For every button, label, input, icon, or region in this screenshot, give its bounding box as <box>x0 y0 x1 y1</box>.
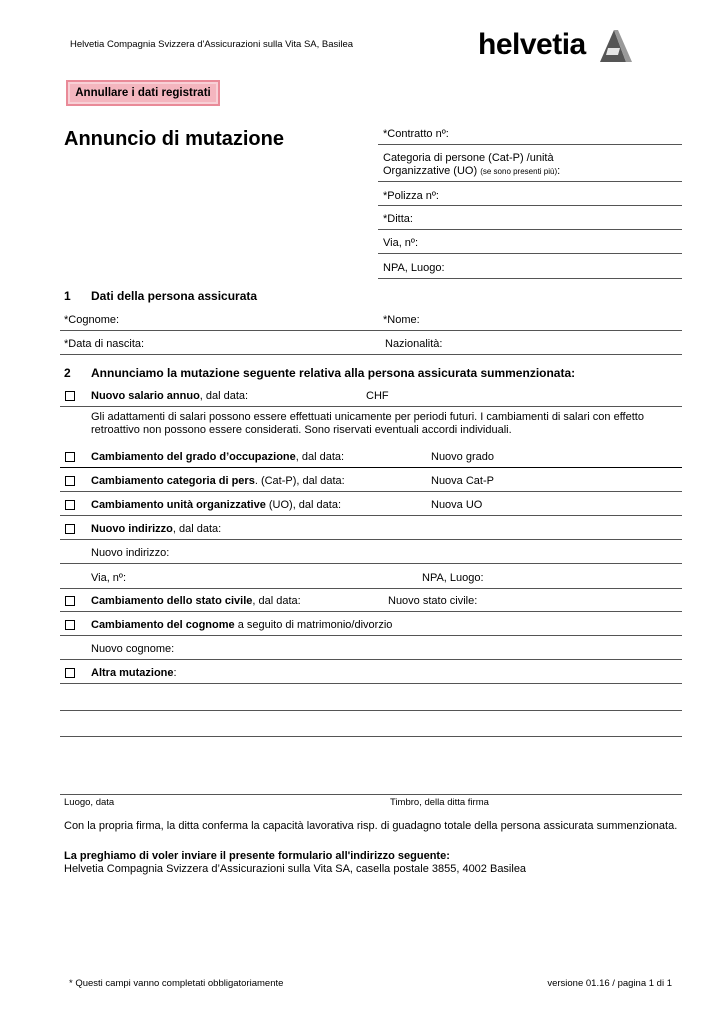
logo-text: helvetia <box>478 28 586 61</box>
surname-change-bold: Cambiamento del cognome <box>91 619 235 631</box>
policy-number-field[interactable] <box>378 205 682 206</box>
org-unit-label <box>91 499 341 511</box>
surname-change-label <box>91 619 392 631</box>
civil-status-rest: , dal data: <box>252 595 301 607</box>
first-name-label: *Nome: <box>383 314 420 326</box>
category-note: (se sono presenti più) <box>480 167 558 176</box>
category-change-rest: . (Cat-P), dal data: <box>254 475 345 487</box>
other-change-label <box>91 667 177 679</box>
address-label <box>91 523 221 535</box>
return-address <box>64 850 526 876</box>
surname-change-field[interactable] <box>60 635 682 636</box>
category-colon: : <box>557 165 561 177</box>
surname-label: *Cognome: <box>64 314 120 326</box>
civil-status-checkbox[interactable] <box>65 596 75 606</box>
chf-label: CHF <box>366 390 389 402</box>
category-line1: Categoria di persone (Cat-P) /unità <box>383 152 554 164</box>
street-field[interactable] <box>378 253 682 254</box>
other-change-checkbox[interactable] <box>65 668 75 678</box>
civil-status-label <box>91 595 301 607</box>
salary-field[interactable] <box>60 406 682 407</box>
occupation-degree-rest: , dal data: <box>295 451 345 463</box>
address-date-field[interactable] <box>60 539 682 540</box>
nationality-label: Nazionalità: <box>385 338 443 350</box>
new-address-field[interactable] <box>60 563 682 564</box>
civil-status-field[interactable] <box>60 611 682 612</box>
birthdate-label: *Data di nascita: <box>64 338 145 350</box>
zip-city-field[interactable] <box>378 278 682 279</box>
new-street-label: Via, nº: <box>91 572 127 584</box>
return-address-line: Helvetia Compagnia Svizzera d’Assicurazioni sulla Vita SA, casella postale 3855, 4002 Basilea <box>64 863 527 875</box>
new-street-field[interactable] <box>60 588 682 589</box>
birthdate-nationality-field[interactable] <box>60 354 682 355</box>
salary-note-line2: retroattivo non possono essere considerati. Sono riservati eventuali accordi individuali. <box>91 424 512 436</box>
new-civil-status-label: Nuovo stato civile: <box>388 595 478 607</box>
page-title: Annuncio di mutazione <box>64 128 284 150</box>
salary-label <box>91 390 248 402</box>
logo-mark-icon <box>596 28 634 66</box>
section2-title: Annunciamo la mutazione seguente relativa alla persona assicurata summenzionata: <box>91 366 576 380</box>
occupation-degree-checkbox[interactable] <box>65 452 75 462</box>
category-change-field[interactable] <box>60 491 682 492</box>
salary-note-line1: Gli adattamenti di salari possono essere effettuati unicamente per periodi futuri. I cambiamenti di salari con effetto <box>91 411 644 423</box>
category-label <box>383 152 560 178</box>
version-page-info: versione 01.16 / pagina 1 di 1 <box>547 978 672 989</box>
company-header: Helvetia Compagnia Svizzera d'Assicurazioni sulla Vita SA, Basilea <box>70 39 354 50</box>
surname-change-rest: a seguito di matrimonio/divorzio <box>234 619 393 631</box>
contract-number-field[interactable] <box>378 144 682 145</box>
place-date-label: Luogo, data <box>64 797 115 808</box>
other-change-field-1[interactable] <box>60 683 682 684</box>
cancel-registered-data-button[interactable]: Annullare i dati registrati <box>66 80 220 106</box>
policy-number-label: *Polizza nº: <box>383 190 439 202</box>
salary-note <box>91 411 644 437</box>
category-change-label <box>91 475 345 487</box>
salary-label-rest: , dal data: <box>199 390 249 402</box>
section2-number: 2 <box>64 366 71 380</box>
surname-change-checkbox[interactable] <box>65 620 75 630</box>
other-change-bold: Altra mutazione <box>91 667 174 679</box>
new-surname-label: Nuovo cognome: <box>91 643 175 655</box>
category-line2: Organizzative (UO) <box>383 165 478 177</box>
new-address-label: Nuovo indirizzo: <box>91 547 170 559</box>
new-org-unit-label: Nuova UO <box>431 499 483 511</box>
org-unit-bold: Cambiamento unità organizzative <box>91 499 266 511</box>
other-change-field-3[interactable] <box>60 736 682 737</box>
signature-line[interactable] <box>60 794 682 795</box>
address-bold: Nuovo indirizzo <box>91 523 173 535</box>
org-unit-field[interactable] <box>60 515 682 516</box>
mandatory-fields-note: * Questi campi vanno completati obbligatoriamente <box>69 978 284 989</box>
category-change-checkbox[interactable] <box>65 476 75 486</box>
return-address-heading: La preghiamo di voler inviare il presente formulario all'indirizzo seguente: <box>64 850 450 862</box>
category-change-bold: Cambiamento categoria di pers <box>91 475 255 487</box>
company-label: *Ditta: <box>383 213 413 225</box>
new-zip-city-label: NPA, Luogo: <box>422 572 484 584</box>
org-unit-checkbox[interactable] <box>65 500 75 510</box>
new-surname-field[interactable] <box>60 659 682 660</box>
salary-checkbox[interactable] <box>65 391 75 401</box>
salary-label-bold: Nuovo salario annuo <box>91 390 200 402</box>
org-unit-rest: (UO), dal data: <box>265 499 342 511</box>
company-field[interactable] <box>378 229 682 230</box>
occupation-degree-label <box>91 451 344 463</box>
stamp-signature-label: Timbro, della ditta firma <box>390 797 489 808</box>
surname-name-field[interactable] <box>60 330 682 331</box>
civil-status-bold: Cambiamento dello stato civile <box>91 595 253 607</box>
address-rest: , dal data: <box>172 523 222 535</box>
new-category-label: Nuova Cat-P <box>431 475 494 487</box>
other-change-field-2[interactable] <box>60 710 682 711</box>
occupation-degree-field[interactable] <box>60 467 682 468</box>
occupation-degree-bold: Cambiamento del grado d’occupazione <box>91 451 296 463</box>
street-label: Via, nº: <box>383 237 419 249</box>
zip-city-label: NPA, Luogo: <box>383 262 445 274</box>
other-change-rest: : <box>173 667 177 679</box>
section1-title: Dati della persona assicurata <box>91 289 258 303</box>
confirmation-text: Con la propria firma, la ditta conferma la capacità lavorativa risp. di guadagno totale della persona assicurata summenzionata. <box>64 820 678 832</box>
address-checkbox[interactable] <box>65 524 75 534</box>
category-field[interactable] <box>378 181 682 182</box>
section1-number: 1 <box>64 289 71 303</box>
contract-number-label: *Contratto nº: <box>383 128 449 140</box>
new-degree-label: Nuovo grado <box>431 451 494 463</box>
